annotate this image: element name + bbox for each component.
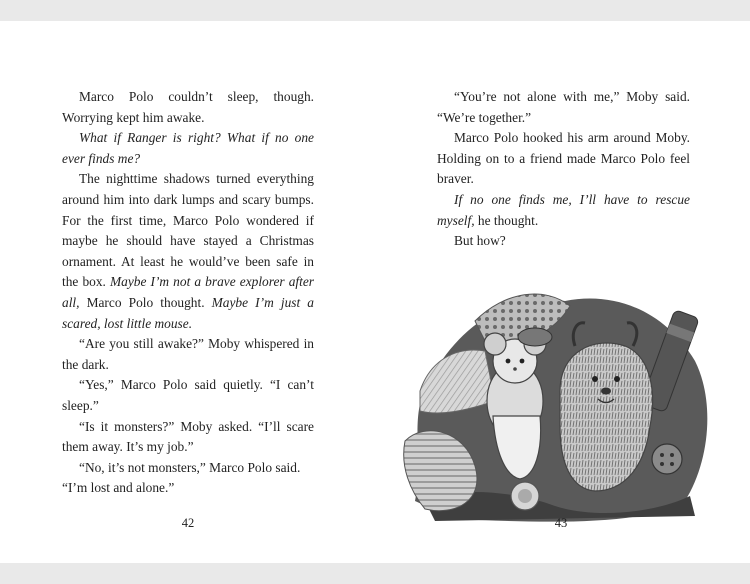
italic-thought-text: What if Ranger is right? What if no one ever finds me? bbox=[62, 130, 314, 166]
body-text: Marco Polo hooked his arm around Moby. Holding on to a friend made Marco Polo feel braver. bbox=[437, 130, 690, 187]
body-text: The nighttime shadows turned everything around him into dark lumps and scary bumps. For the first time, Marco Polo wondered if maybe he should have stayed a Christmas ornament. At least he would’ve been safe in the box. bbox=[62, 171, 314, 290]
right-paragraph bbox=[437, 128, 690, 190]
left-paragraph bbox=[62, 334, 314, 375]
left-paragraph bbox=[62, 128, 314, 169]
body-text: But how? bbox=[454, 233, 506, 249]
left-paragraph bbox=[62, 375, 314, 416]
right-paragraph bbox=[437, 190, 690, 231]
right-paragraph bbox=[437, 87, 690, 128]
body-text: “Is it monsters?” Moby asked. “I’ll scare them away. It’s my job.” bbox=[62, 418, 314, 455]
body-text: “I’m lost and alone.” bbox=[62, 480, 175, 496]
left-paragraph bbox=[62, 87, 314, 128]
body-text: Marco Polo couldn’t sleep, though. Worrying kept him awake. bbox=[62, 89, 314, 125]
italic-thought-text: If no one finds me, I’ll have to rescue myself, bbox=[437, 191, 690, 228]
left-paragraph bbox=[62, 478, 314, 499]
body-text: “No, it’s not monsters,” Marco Polo said. bbox=[79, 459, 301, 475]
body-text: “Are you still awake?” Moby whispered in the dark. bbox=[62, 336, 314, 372]
mouse-and-monster-illustration bbox=[395, 251, 725, 526]
left-paragraph bbox=[62, 417, 314, 458]
book-spread bbox=[0, 21, 750, 563]
body-text: Marco Polo thought. bbox=[79, 294, 212, 310]
body-text: “Yes,” Marco Polo said quietly. “I can’t sleep.” bbox=[62, 377, 314, 413]
italic-thought-text: Maybe I’m just a scared, lost little mouse. bbox=[62, 294, 314, 331]
italic-thought-text: Maybe I’m not a brave explorer after all, bbox=[62, 274, 314, 310]
body-text: he thought. bbox=[474, 212, 539, 228]
left-page-number: 42 bbox=[181, 516, 195, 530]
left-paragraph bbox=[62, 458, 314, 479]
body-text: “You’re not alone with me,” Moby said. “We’re together.” bbox=[437, 89, 690, 125]
left-page-text bbox=[62, 87, 314, 499]
right-page-text bbox=[437, 87, 690, 252]
right-page-number: 43 bbox=[554, 516, 568, 530]
right-paragraph bbox=[437, 231, 690, 252]
left-paragraph bbox=[62, 169, 314, 334]
